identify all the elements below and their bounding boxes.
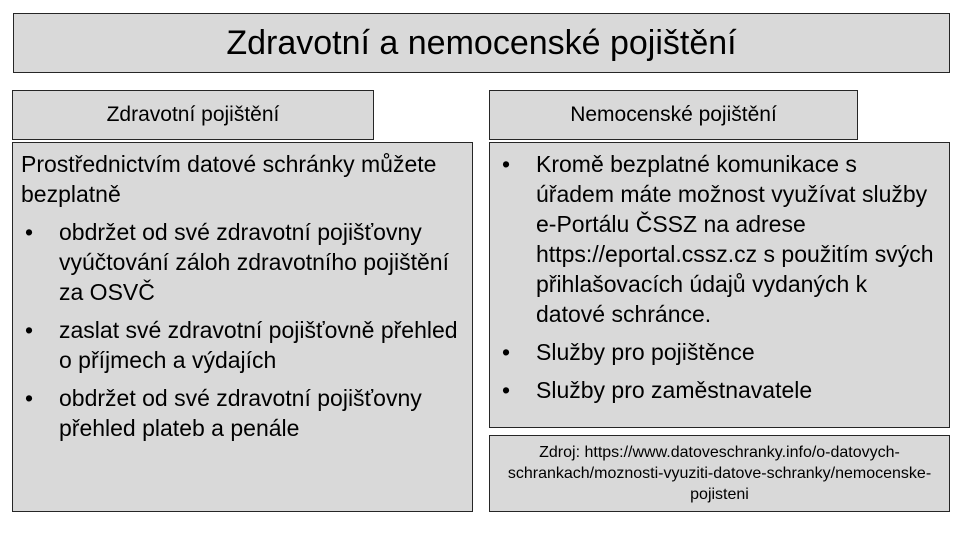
list-item-text: Kromě bezplatné komunikace s úřadem máte možnost využívat služby e-Portálu ČSSZ na adrese https://eportal.cssz.cz s použitím svých přihlašovacích údajů vydaných k datové schránce. [536, 151, 934, 327]
sickness-insurance-content [489, 142, 950, 428]
list-item [21, 315, 464, 375]
list-item [498, 375, 941, 405]
health-insurance-header-label: Zdravotní pojištění [106, 103, 280, 126]
bullet-icon: • [25, 317, 34, 343]
list-item-text: Služby pro zaměstnavatele [536, 377, 813, 403]
health-insurance-content [12, 142, 473, 512]
bullet-icon: • [25, 219, 34, 245]
sickness-insurance-header [489, 90, 858, 140]
sickness-insurance-header-label: Nemocenské pojištění [570, 103, 777, 126]
list-item [21, 217, 464, 307]
list-item-text: zaslat své zdravotní pojišťovně přehled o příjmech a výdajích [59, 317, 458, 373]
bullet-icon: • [25, 385, 34, 411]
health-insurance-intro: Prostřednictvím datové schránky můžete bezplatně [21, 151, 437, 207]
list-item [498, 337, 941, 367]
list-item-text: obdržet od své zdravotní pojišťovny přehled plateb a penále [59, 385, 422, 441]
sickness-insurance-list [498, 149, 941, 405]
health-insurance-list [21, 217, 464, 443]
slide-title-box [13, 13, 950, 73]
bullet-icon: • [502, 339, 511, 365]
source-citation-box [489, 435, 950, 512]
health-insurance-header [12, 90, 374, 140]
list-item [21, 383, 464, 443]
source-citation: Zdroj: https://www.datoveschranky.info/o-datovych-schrankach/moznosti-vyuziti-datove-schranky/nemocenske-pojisteni [507, 444, 932, 503]
slide-title: Zdravotní a nemocenské pojištění [226, 24, 737, 62]
bullet-icon: • [502, 377, 511, 403]
list-item-text: obdržet od své zdravotní pojišťovny vyúčtování záloh zdravotního pojištění za OSVČ [59, 219, 449, 305]
bullet-icon: • [502, 151, 511, 177]
list-item [498, 149, 941, 329]
list-item-text: Služby pro pojištěnce [536, 339, 755, 365]
